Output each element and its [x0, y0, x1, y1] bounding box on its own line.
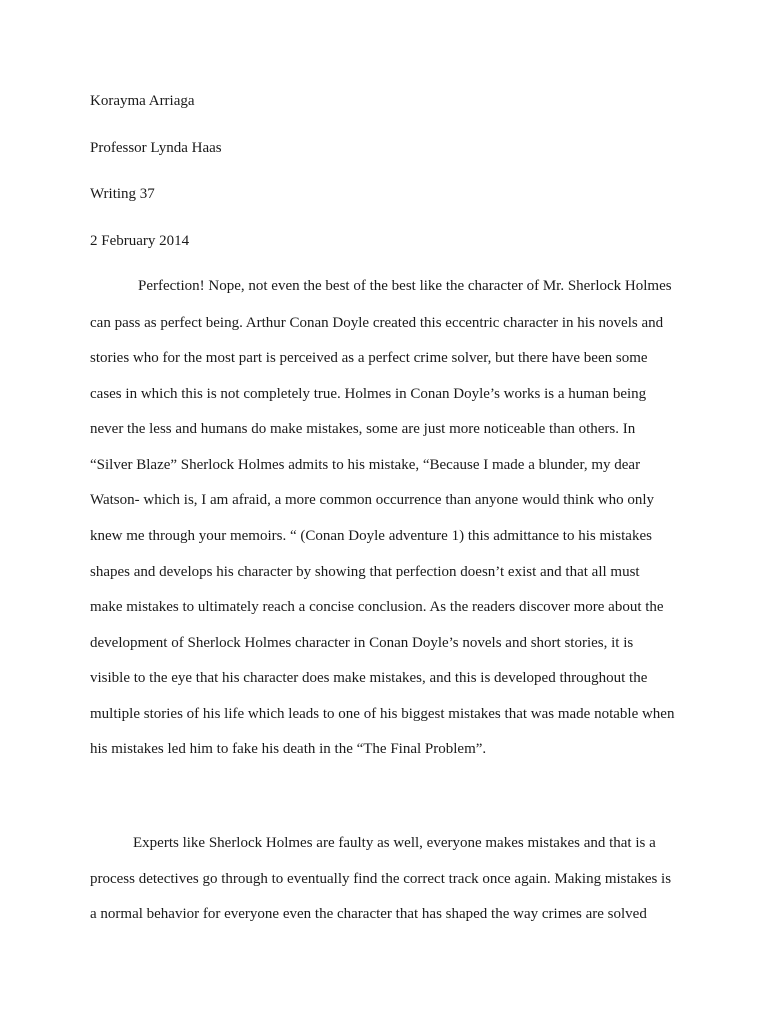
- paragraph-line: stories who for the most part is perceived as a perfect crime solver, but there have been some: [90, 350, 648, 366]
- student-name: Korayma Arriaga: [90, 93, 195, 109]
- professor-name: Professor Lynda Haas: [90, 140, 222, 156]
- paragraph-line: “Silver Blaze” Sherlock Holmes admits to his mistake, “Because I made a blunder, my dear: [90, 457, 641, 473]
- paragraph-line: Perfection! Nope, not even the best of the best like the character of Mr. Sherlock Holmes: [138, 278, 672, 294]
- paragraph-line: visible to the eye that his character does make mistakes, and this is developed throughout the: [90, 670, 648, 686]
- paragraph-line: development of Sherlock Holmes character in Conan Doyle’s novels and short stories, it is: [90, 635, 634, 651]
- essay-date: 2 February 2014: [90, 233, 190, 249]
- course-name: Writing 37: [90, 186, 155, 202]
- paragraph-line: cases in which this is not completely true. Holmes in Conan Doyle’s works is a human being: [90, 386, 647, 402]
- paragraph-line: multiple stories of his life which leads to one of his biggest mistakes that was made notable when: [90, 706, 675, 722]
- paragraph-line: Watson- which is, I am afraid, a more common occurrence than anyone would think who only: [90, 492, 655, 508]
- paragraph-line: process detectives go through to eventually find the correct track once again. Making mistakes is: [90, 871, 672, 887]
- paragraph-line: Experts like Sherlock Holmes are faulty as well, everyone makes mistakes and that is a: [133, 835, 656, 851]
- paragraph-line: can pass as perfect being. Arthur Conan Doyle created this eccentric character in his novels and: [90, 315, 664, 331]
- paragraph-line: make mistakes to ultimately reach a concise conclusion. As the readers discover more about the: [90, 599, 664, 615]
- paragraph-line: shapes and develops his character by showing that perfection doesn’t exist and that all must: [90, 564, 640, 580]
- paragraph-line: his mistakes led him to fake his death in the “The Final Problem”.: [90, 741, 487, 757]
- paragraph-line: knew me through your memoirs. “ (Conan Doyle adventure 1) this admittance to his mistakes: [90, 528, 652, 544]
- paragraph-line: never the less and humans do make mistakes, some are just more noticeable than others. In: [90, 421, 636, 437]
- paragraph-line: a normal behavior for everyone even the character that has shaped the way crimes are solved: [90, 906, 647, 922]
